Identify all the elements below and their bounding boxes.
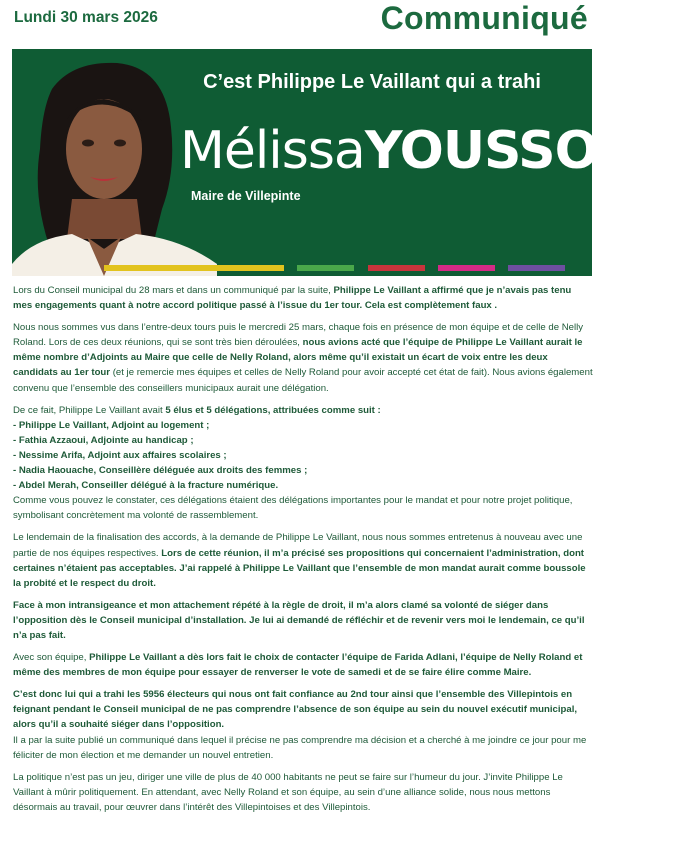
stripe-yellow xyxy=(104,265,284,271)
stripe-green xyxy=(297,265,354,271)
document-type-title: Communiqué xyxy=(380,0,588,36)
stripe-purple xyxy=(508,265,565,271)
paragraph-9: Il a par la suite publié un communiqué dans lequel il précise ne pas comprendre ma décision et a cherché à me joindre ce jour pour me féliciter de mon élection et me demander un nouvel entretien. xyxy=(13,734,587,761)
p5-text: Le lendemain de la finalisation des accords, à la demande de Philippe Le Vaillant, nous nous sommes entretenus à nouveau avec une partie de nos équipes respectives. xyxy=(13,532,583,559)
p8-bold: C’est donc lui qui a trahi les 5956 électeurs qui nous ont fait confiance au 2nd tour ainsi que l’ensemble des Villepintois en feignant pendant le Conseil municipal de ne pas comprendre l’absence de son équipe au sein du nouvel exécutif municipal, alors qu’il a souhaité siéger dans l’opposition. xyxy=(13,689,578,731)
list-item: - Philippe Le Vaillant, Adjoint au logement ; xyxy=(13,419,210,431)
stripe-red xyxy=(368,265,425,271)
mayor-name xyxy=(180,121,674,181)
p2-text: Nous nous sommes vus dans l’entre-deux tours puis le mercredi 25 mars, chaque fois en présence de mon équipe et de celle de Nelly Roland. Lors de ces deux réunions, qui se sont très bien déroulées, xyxy=(13,322,584,349)
stripe-pink xyxy=(438,265,495,271)
color-stripes xyxy=(12,265,592,271)
list-item: - Nadia Haouache, Conseillère déléguée aux droits des femmes ; xyxy=(13,465,308,477)
p1-text: Lors du Conseil municipal du 28 mars et dans un communiqué par la suite, xyxy=(13,285,334,296)
first-name: Mélissa xyxy=(180,121,365,181)
date: Lundi 30 mars 2026 xyxy=(14,9,158,26)
headline: C’est Philippe Le Vaillant qui a trahi xyxy=(203,71,541,93)
p7-text: Avec son équipe, xyxy=(13,652,90,664)
list-item: - Nessime Arifa, Adjoint aux affaires scolaires ; xyxy=(13,449,227,461)
p3-bold: 5 élus et 5 délégations, attribuées comme suit : xyxy=(165,404,381,416)
p2-bold: nous avions acté que l’équipe de Philippe Le Vaillant aurait le même nombre d’Adjoints au Maire que celle de Nelly Roland, alors même qu’il existait un écart de voix entre les deux candidats au 1er tour xyxy=(13,337,583,379)
paragraph-1 xyxy=(13,283,593,313)
paragraph-2 xyxy=(13,320,593,395)
p7-bold: Philippe Le Vaillant a dès lors fait le choix de contacter l’équipe de Farida Adlani, l’équipe de Nelly Roland et même des membres de mon équipe pour essayer de renverser le vote de samedi et de se faire élire comme Maire. xyxy=(13,652,583,679)
mayor-role: Maire de Villepinte xyxy=(191,189,301,203)
paragraph-8 xyxy=(13,687,593,732)
p6-bold: Face à mon intransigeance et mon attachement répété à la règle de droit, il m’a alors clamé sa volonté de siéger dans l’opposition dès le Conseil municipal d’installation. Je lui ai demandé de réfléchir et de revenir vers moi le lendemain, ce qu’il n’a pas fait. xyxy=(13,599,585,641)
list-item: - Fathia Azzaoui, Adjointe au handicap ; xyxy=(13,434,194,446)
paragraph-7 xyxy=(13,650,593,680)
paragraph-4: Comme vous pouvez le constater, ces délégations étaient des délégations importantes pour le mandat et pour notre projet politique, symbolisant concrètement ma volonté de rassemblement. xyxy=(13,495,573,522)
paragraph-6 xyxy=(13,598,593,643)
p5-bold: Lors de cette réunion, il m’a précisé ses propositions qui concernaient l’administration, dont certaines n’étaient pas acceptables. J’ai rappelé à Philippe Le Vaillant que l’ensemble de mon mandat aurait comme boussole la probité et le respect du droit. xyxy=(13,547,586,589)
press-release-body xyxy=(13,283,593,822)
p1-bold: Philippe Le Vaillant a affirmé que je n’avais pas tenu mes engagements quant à notre accord politique passé à l’issue du 1er tour. Cela est complètement faux . xyxy=(13,285,572,312)
p2-text-end: (et je remercie mes équipes et celles de Nelly Roland pour avoir accepté cet état de fait). Nous avions également convenu que l’ensemble des conseillers municipaux aurait une délégation. xyxy=(13,367,593,394)
p3-text: De ce fait, Philippe Le Vaillant avait xyxy=(13,404,166,416)
paragraph-3 xyxy=(13,403,593,418)
list-item: - Abdel Merah, Conseiller délégué à la fracture numérique. xyxy=(13,480,279,492)
paragraph-10: La politique n’est pas un jeu, diriger une ville de plus de 40 000 habitants ne peut se faire sur l’humeur du jour. J’invite Philippe Le Vaillant à mûrir politiquement. En attendant, avec Nelly Roland et son équipe, au sein d’une alliance solide, nous nous mettons désormais au travail, pour œuvrer dans l’intérêt des Villepintoises et des Villepintois. xyxy=(13,771,563,813)
last-name: YOUSSOUF xyxy=(364,121,674,181)
header-banner xyxy=(12,49,674,276)
paragraph-5 xyxy=(13,530,593,590)
delegation-list xyxy=(13,418,593,493)
